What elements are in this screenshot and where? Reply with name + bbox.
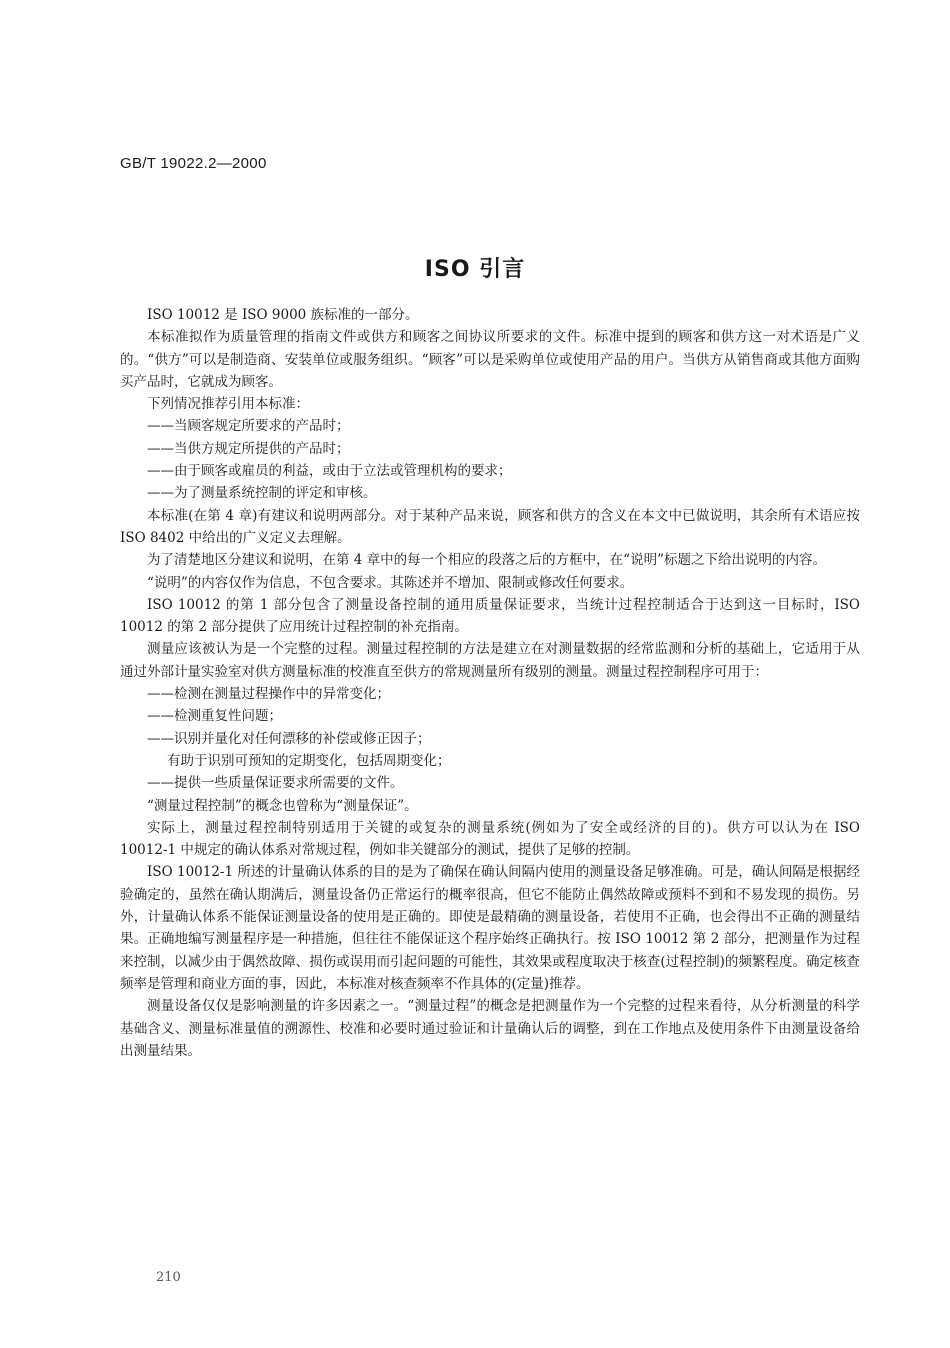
paragraph: ISO 10012-1 所述的计量确认体系的目的是为了确保在确认间隔内使用的测量设备足够准确。可是，确认间隔是根据经验确定的，虽然在确认期满后，测量设备仍正常运行的概率很高，但它不能防止偶然故障或预料不到和不易发现的损伤。另外，计量确认体系不能保证测量设备的使用是正确的。即使是最精确的测量设备，若使用不正确，也会得出不正确的测量结果。正确地编写测量程序是一种措施，但往往不能保证这个程序始终正确执行。按 ISO 10012 第 2 部分，把测量作为过程来控制，以减少由于偶然故障、损伤或误用而引起问题的可能性，其效果或程度取决于核查(过程控制)的频繁程度。确定核查频率是管理和商业方面的事，因此，本标准对核查频率不作具体的(定量)推荐。 (120, 864, 860, 992)
paragraph: 本标准拟作为质量管理的指南文件或供方和顾客之间协议所要求的文件。标准中提到的顾客和供方这一对术语是广义的。“供方”可以是制造商、安装单位或服务组织。“顾客”可以是采购单位或使用产品的用户。当供方从销售商或其他方面购买产品时，它就成为顾客。 (120, 329, 860, 390)
paragraph: “测量过程控制”的概念也曾称为“测量保证”。 (147, 797, 418, 814)
paragraph: 测量应该被认为是一个完整的过程。测量过程控制的方法是建立在对测量数据的经常监测和分析的基础上，它适用于从通过外部计量实验室对供方测量标准的校准直至供方的常规测量所有级别的测量。测量过程控制程序可用于： (120, 641, 860, 680)
standard-code: GB/T 19022.2—2000 (120, 155, 267, 172)
list-item: ——检测重复性问题； (147, 708, 282, 725)
document-body (120, 304, 860, 1062)
list-item: 有助于识别可预知的定期变化，包括周期变化； (167, 752, 451, 769)
list-item: ——检测在测量过程操作中的异常变化； (147, 686, 390, 703)
list-item: ——当供方规定所提供的产品时； (147, 440, 350, 457)
list-item: ——为了测量系统控制的评定和审核。 (147, 485, 377, 502)
list-item: ——当顾客规定所要求的产品时； (147, 418, 350, 435)
paragraph: 下列情况推荐引用本标准： (147, 396, 309, 413)
paragraph: 测量设备仅仅是影响测量的许多因素之一。“测量过程”的概念是把测量作为一个完整的过程来看待，从分析测量的科学基础含义、测量标准量值的溯源性、校准和必要时通过验证和计量确认后的调整，到在工作地点及使用条件下由测量设备给出测量结果。 (120, 998, 860, 1059)
paragraph: 为了清楚地区分建议和说明，在第 4 章中的每一个相应的段落之后的方框中，在“说明”标题之下给出说明的内容。 (147, 552, 826, 569)
paragraph: 本标准(在第 4 章)有建议和说明两部分。对于某种产品来说，顾客和供方的含义在本文中已做说明，其余所有术语应按 ISO 8402 中给出的广义定义去理解。 (120, 507, 860, 546)
page-title: ISO 引言 (424, 257, 526, 282)
list-item: ——识别并量化对任何漂移的补偿或修正因子； (147, 730, 431, 747)
paragraph: ISO 10012 的第 1 部分包含了测量设备控制的通用质量保证要求，当统计过程控制适合于达到这一目标时，ISO 10012 的第 2 部分提供了应用统计过程控制的补充指南。 (120, 596, 860, 636)
page-number: 210 (156, 1270, 181, 1285)
list-item: ——提供一些质量保证要求所需要的文件。 (147, 775, 404, 792)
list-item: ——由于顾客或雇员的利益，或由于立法或管理机构的要求； (147, 463, 512, 480)
paragraph: 实际上，测量过程控制特别适用于关键的或复杂的测量系统(例如为了安全或经济的目的)。供方可以认为在 ISO 10012-1 中规定的确认体系对常规过程，例如非关键部分的测试，提供了足够的控制。 (120, 819, 860, 859)
paragraph: ISO 10012 是 ISO 9000 族标准的一部分。 (147, 307, 419, 323)
paragraph: “说明”的内容仅作为信息，不包含要求。其陈述并不增加、限制或修改任何要求。 (147, 574, 634, 591)
